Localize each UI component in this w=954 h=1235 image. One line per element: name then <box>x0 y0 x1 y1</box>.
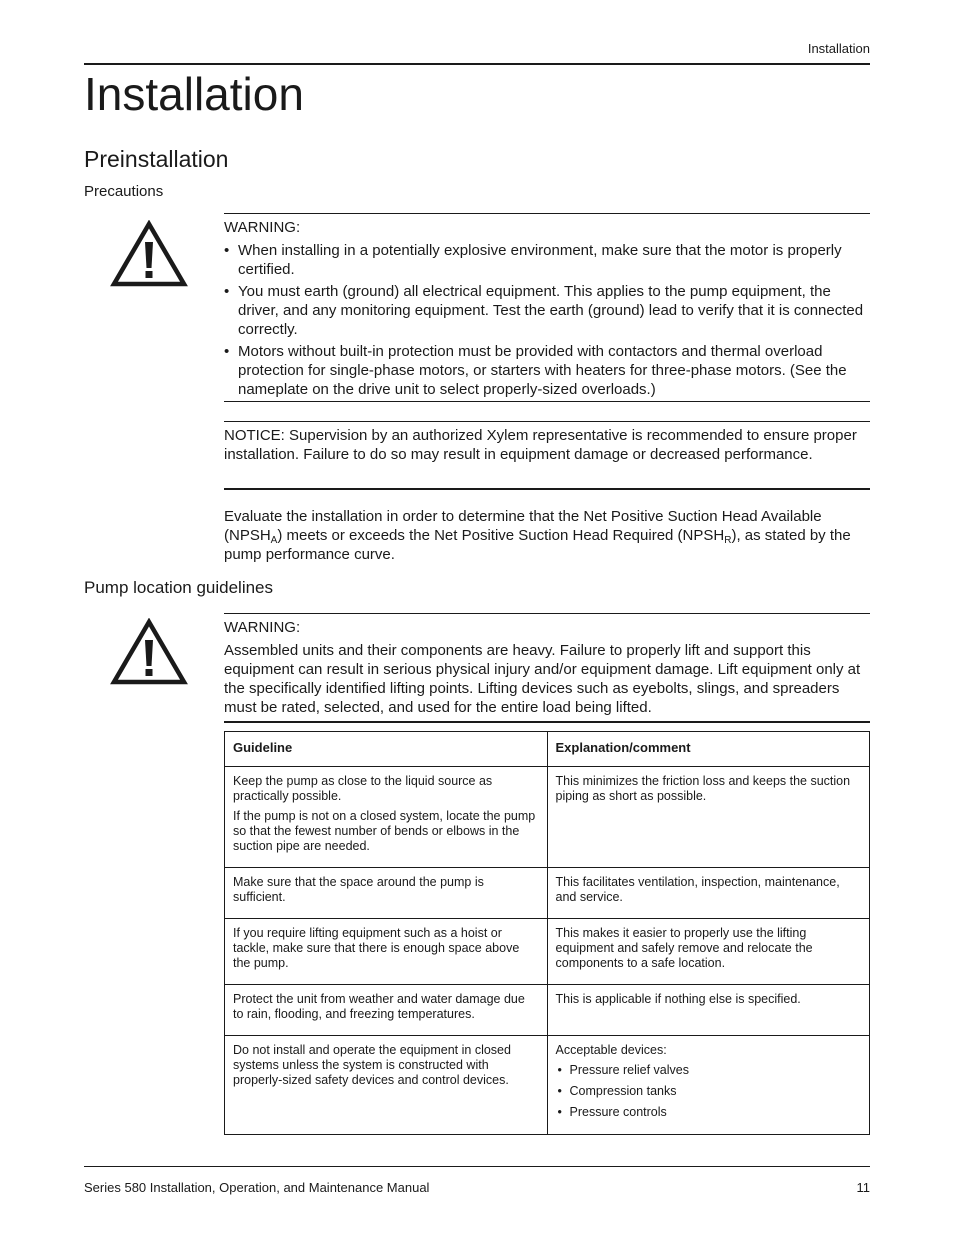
guideline-text: If you require lifting equipment such as a hoist or tackle, make sure that there is enough space above the pump. <box>233 926 520 970</box>
table-row <box>225 767 870 868</box>
footer-manual-title: Series 580 Installation, Operation, and Maintenance Manual <box>84 1180 430 1195</box>
warning-bullet: • You must earth (ground) all electrical equipment. This applies to the pump equipment, the driver, and any monitoring equipment. Test the earth (ground) lead to verify that it is connected correctly. <box>224 282 870 339</box>
npsh-text: Evaluate the installation in order to determine that the Net Positive Suction Head Available (NPSH <box>224 508 822 544</box>
npsh-subscript-r: R <box>724 535 732 546</box>
notice-bottom-rule <box>224 488 870 490</box>
npsh-text: ) meets or exceeds the Net Positive Suction Head Required (NPSH <box>277 527 725 544</box>
npsh-paragraph <box>224 507 870 564</box>
guideline-text: Make sure that the space around the pump is sufficient. <box>233 875 484 904</box>
explanation-text: This minimizes the friction loss and keeps the suction piping as short as possible. <box>555 774 851 803</box>
header-rule <box>84 63 870 65</box>
table-row <box>225 919 870 985</box>
guideline-cell <box>225 868 548 919</box>
notice-label: NOTICE: <box>224 427 285 444</box>
explanation-cell <box>547 985 870 1036</box>
warning-bottom-rule <box>224 401 870 402</box>
notice-block <box>224 426 870 464</box>
guideline-text: If the pump is not on a closed system, locate the pump so that the fewest number of bends or elbows in the suction pipe are needed. <box>233 809 536 853</box>
explanation-text: This makes it easier to properly use the lifting equipment and safely remove and relocate the components to a safe location. <box>555 926 813 970</box>
subsection-heading-location: Pump location guidelines <box>84 578 274 597</box>
warning-bullet: • When installing in a potentially explosive environment, make sure that the motor is properly certified. <box>224 241 870 279</box>
warning-label: WARNING: <box>224 619 301 636</box>
footer-rule <box>84 1166 870 1167</box>
explanation-text: This is applicable if nothing else is specified. <box>555 992 801 1006</box>
page-title: Installation <box>84 68 304 120</box>
warning-block-lifting <box>224 618 870 717</box>
guideline-cell <box>225 767 548 868</box>
explanation-cell <box>547 1036 870 1135</box>
warning-label: WARNING: <box>224 219 301 236</box>
warning-triangle-icon <box>110 220 188 288</box>
running-head: Installation <box>807 41 870 56</box>
guidelines-table <box>224 731 870 1135</box>
guideline-cell <box>225 919 548 985</box>
warning2-bottom-rule <box>224 721 870 723</box>
explanation-text: This facilitates ventilation, inspection, maintenance, and service. <box>555 875 840 904</box>
warning-bullet-list <box>224 241 870 399</box>
notice-text: Supervision by an authorized Xylem representative is recommended to ensure proper installation. Failure to do so may result in equipment damage or decreased performance. <box>224 427 857 463</box>
section-heading: Preinstallation <box>84 146 229 172</box>
warning-top-rule <box>224 213 870 214</box>
warning-triangle-icon <box>110 618 188 686</box>
warning-bullet: • Motors without built-in protection must be provided with contactors and thermal overload protection for single-phase motors, or starters with heaters for three-phase motors. (See the nameplate on the drive unit to select properly-sized overloads.) <box>224 342 870 399</box>
table-row <box>225 1036 870 1135</box>
acceptable-devices-list <box>556 1063 862 1120</box>
guideline-text: Protect the unit from weather and water damage due to rain, flooding, and freezing temperatures. <box>233 992 525 1021</box>
npsh-subscript-a: A <box>270 535 278 546</box>
subsection-heading-precautions: Precautions <box>84 183 164 200</box>
warning2-top-rule <box>224 613 870 614</box>
explanation-cell <box>547 767 870 868</box>
explanation-text: Acceptable devices: <box>555 1043 667 1057</box>
guideline-text: Keep the pump as close to the liquid source as practically possible. <box>233 774 493 803</box>
column-header-explanation: Explanation/comment <box>547 732 870 767</box>
explanation-cell <box>547 868 870 919</box>
guideline-cell <box>225 1036 548 1135</box>
guideline-cell <box>225 985 548 1036</box>
notice-top-rule <box>224 421 870 422</box>
column-header-guideline: Guideline <box>225 732 548 767</box>
list-item: • Compression tanks <box>556 1084 862 1099</box>
npsh-text: ), as stated by the pump performance curve. <box>224 527 851 563</box>
page-number: 11 <box>856 1180 870 1195</box>
table-row <box>225 868 870 919</box>
table-header-row <box>225 732 870 767</box>
explanation-cell <box>547 919 870 985</box>
list-item: • Pressure controls <box>556 1105 862 1120</box>
list-item: • Pressure relief valves <box>556 1063 862 1078</box>
warning-text: Assembled units and their components are heavy. Failure to properly lift and support this equipment can result in serious physical injury and/or equipment damage. Lift equipment only at the specifically identified lifting points. Lifting devices such as eyebolts, slings, and spreaders must be rated, selected, and used for the entire load being lifted. <box>224 642 861 716</box>
warning-block-electrical <box>224 218 870 402</box>
guideline-text: Do not install and operate the equipment in closed systems unless the system is constructed with properly-sized safety devices and control devices. <box>233 1043 511 1087</box>
table-row <box>225 985 870 1036</box>
